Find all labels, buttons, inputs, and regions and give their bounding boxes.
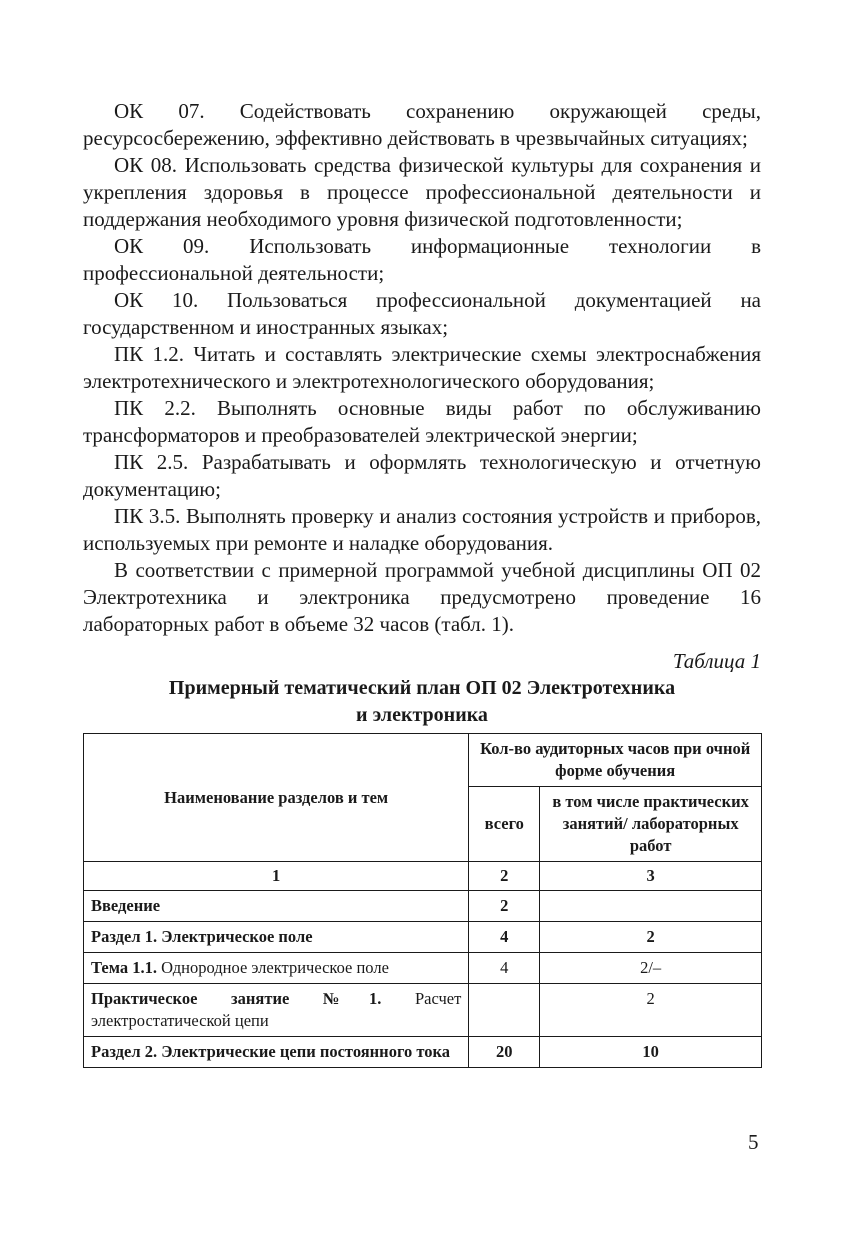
header-practice: в том числе практических занятий/ лабораторных работ bbox=[540, 787, 762, 862]
row-label-text: Расчет электростатической цепи bbox=[91, 989, 462, 1030]
row-practice: 2 bbox=[540, 922, 762, 953]
paragraph-ok08: ОК 08. Использовать средства физической культуры для сохранения и укрепления здоровья в процессе профессиональной деятельности и поддержания необходимого уровня физической подготовленности; bbox=[83, 153, 761, 231]
table-row bbox=[84, 891, 762, 922]
row-label-bold: Раздел 1. Электрическое поле bbox=[91, 927, 313, 946]
header-sections: Наименование разделов и тем bbox=[84, 734, 469, 862]
table-column-numbers-row bbox=[84, 862, 762, 891]
page-content bbox=[83, 98, 761, 1068]
paragraph-ok09: ОК 09. Использовать информационные технологии в профессиональной деятельности; bbox=[83, 234, 761, 285]
table-row bbox=[84, 922, 762, 953]
row-label-bold: Раздел 2. Электрические цепи постоянного тока bbox=[91, 1042, 451, 1061]
row-label-bold: Тема 1.1. bbox=[91, 958, 157, 977]
row-label-bold: Введение bbox=[91, 896, 161, 915]
paragraph-pk35: ПК 3.5. Выполнять проверку и анализ состояния устройств и приборов, используемых при ремонте и наладке оборудования. bbox=[83, 504, 761, 555]
table-row bbox=[84, 1037, 762, 1068]
row-label bbox=[84, 891, 469, 922]
row-practice bbox=[540, 891, 762, 922]
row-total: 20 bbox=[469, 1037, 540, 1068]
column-number: 3 bbox=[540, 862, 762, 891]
table-caption: Таблица 1 bbox=[672, 649, 761, 673]
table-title bbox=[83, 675, 761, 729]
column-number: 1 bbox=[84, 862, 469, 891]
row-practice: 10 bbox=[540, 1037, 762, 1068]
thematic-plan-table bbox=[83, 733, 762, 1068]
paragraph-ok10: ОК 10. Пользоваться профессиональной документацией на государственном и иностранных языках; bbox=[83, 288, 761, 339]
row-practice: 2 bbox=[540, 984, 762, 1037]
row-total bbox=[469, 984, 540, 1037]
row-label bbox=[84, 922, 469, 953]
column-number: 2 bbox=[469, 862, 540, 891]
paragraph-pk25: ПК 2.5. Разрабатывать и оформлять технологическую и отчетную документацию; bbox=[83, 450, 761, 501]
table-header-row bbox=[84, 734, 762, 787]
table-row bbox=[84, 984, 762, 1037]
row-label-bold: Практическое занятие №1. bbox=[91, 989, 382, 1008]
paragraph-ok07: ОК 07. Содействовать сохранению окружающей среды, ресурсосбережению, эффективно действовать в чрезвычайных ситуациях; bbox=[83, 99, 761, 150]
row-label bbox=[84, 984, 469, 1037]
row-practice: 2/– bbox=[540, 953, 762, 984]
table-title-line1: Примерный тематический план ОП 02 Электротехника bbox=[168, 677, 676, 699]
row-total: 2 bbox=[469, 891, 540, 922]
paragraph-pk12: ПК 1.2. Читать и составлять электрические схемы электроснабжения электротехнического и электротехнологического оборудования; bbox=[83, 342, 761, 393]
table-row bbox=[84, 953, 762, 984]
header-total: всего bbox=[469, 787, 540, 862]
paragraph-pk22: ПК 2.2. Выполнять основные виды работ по обслуживанию трансформаторов и преобразователей электрической энергии; bbox=[83, 396, 761, 447]
header-hours-group: Кол-во аудиторных часов при очной форме обучения bbox=[469, 734, 762, 787]
row-total: 4 bbox=[469, 953, 540, 984]
page-number: 5 bbox=[748, 1130, 759, 1154]
paragraph-program: В соответствии с примерной программой учебной дисциплины ОП 02 Электротехника и электроника предусмотрено проведение 16 лабораторных работ в объеме 32 часов (табл. 1). bbox=[83, 558, 761, 636]
row-label bbox=[84, 953, 469, 984]
row-label bbox=[84, 1037, 469, 1068]
table-title-line2: и электроника bbox=[356, 704, 488, 726]
row-label-text: Однородное электрическое поле bbox=[156, 958, 389, 977]
row-total: 4 bbox=[469, 922, 540, 953]
